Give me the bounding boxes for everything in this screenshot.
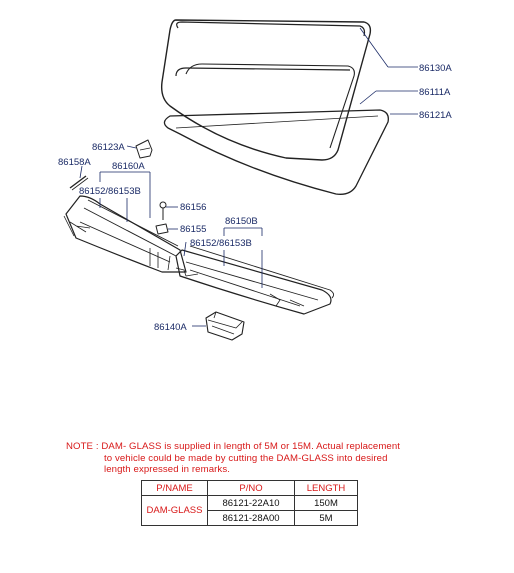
callout-86150b: 86150B bbox=[225, 216, 258, 227]
table-row bbox=[142, 496, 358, 511]
note-line-3: length expressed in remarks. bbox=[104, 464, 230, 475]
callout-86152-86153b-lower: 86152/86153B bbox=[190, 238, 252, 249]
note-line-2: to vehicle could be made by cutting the DAM-GLASS into desired bbox=[104, 452, 388, 464]
note-line-1: NOTE : DAM- GLASS is supplied in length of 5M or 15M. Actual replacement bbox=[66, 441, 401, 452]
callout-86130a: 86130A bbox=[419, 63, 452, 74]
callout-86140a: 86140A bbox=[154, 322, 187, 333]
part-name-cell: DAM-GLASS bbox=[142, 496, 208, 526]
callout-86156: 86156 bbox=[180, 202, 207, 213]
callout-86111a: 86111A bbox=[419, 87, 451, 98]
bracket-part bbox=[136, 140, 152, 158]
part-number-cell: 86121-22A10 bbox=[208, 496, 295, 511]
callout-86152-86153b-upper: 86152/86153B bbox=[79, 186, 141, 197]
callout-86121a: 86121A bbox=[419, 110, 452, 121]
drain-cover bbox=[206, 312, 244, 340]
nut-part bbox=[156, 224, 168, 234]
callout-86123a: 86123A bbox=[92, 142, 125, 153]
screw-part bbox=[160, 202, 166, 220]
header-pname: P/NAME bbox=[142, 481, 208, 496]
dam-glass bbox=[164, 110, 388, 194]
length-cell: 5M bbox=[295, 511, 358, 526]
callout-leaders bbox=[80, 28, 418, 326]
callout-86155: 86155 bbox=[180, 224, 207, 235]
length-cell: 150M bbox=[295, 496, 358, 511]
part-number-cell: 86121-28A00 bbox=[208, 511, 295, 526]
callout-86160a: 86160A bbox=[112, 161, 145, 172]
header-pno: P/NO bbox=[208, 481, 295, 496]
table-header-row bbox=[142, 481, 358, 496]
dam-glass-note bbox=[66, 441, 466, 476]
dam-glass-spec-table bbox=[141, 480, 358, 526]
cowl-top-cover-right bbox=[176, 250, 331, 314]
callout-labels bbox=[58, 63, 452, 333]
windshield-moulding bbox=[176, 22, 365, 76]
header-length: LENGTH bbox=[295, 481, 358, 496]
callout-86158a: 86158A bbox=[58, 157, 91, 168]
windshield-glass bbox=[162, 20, 371, 160]
